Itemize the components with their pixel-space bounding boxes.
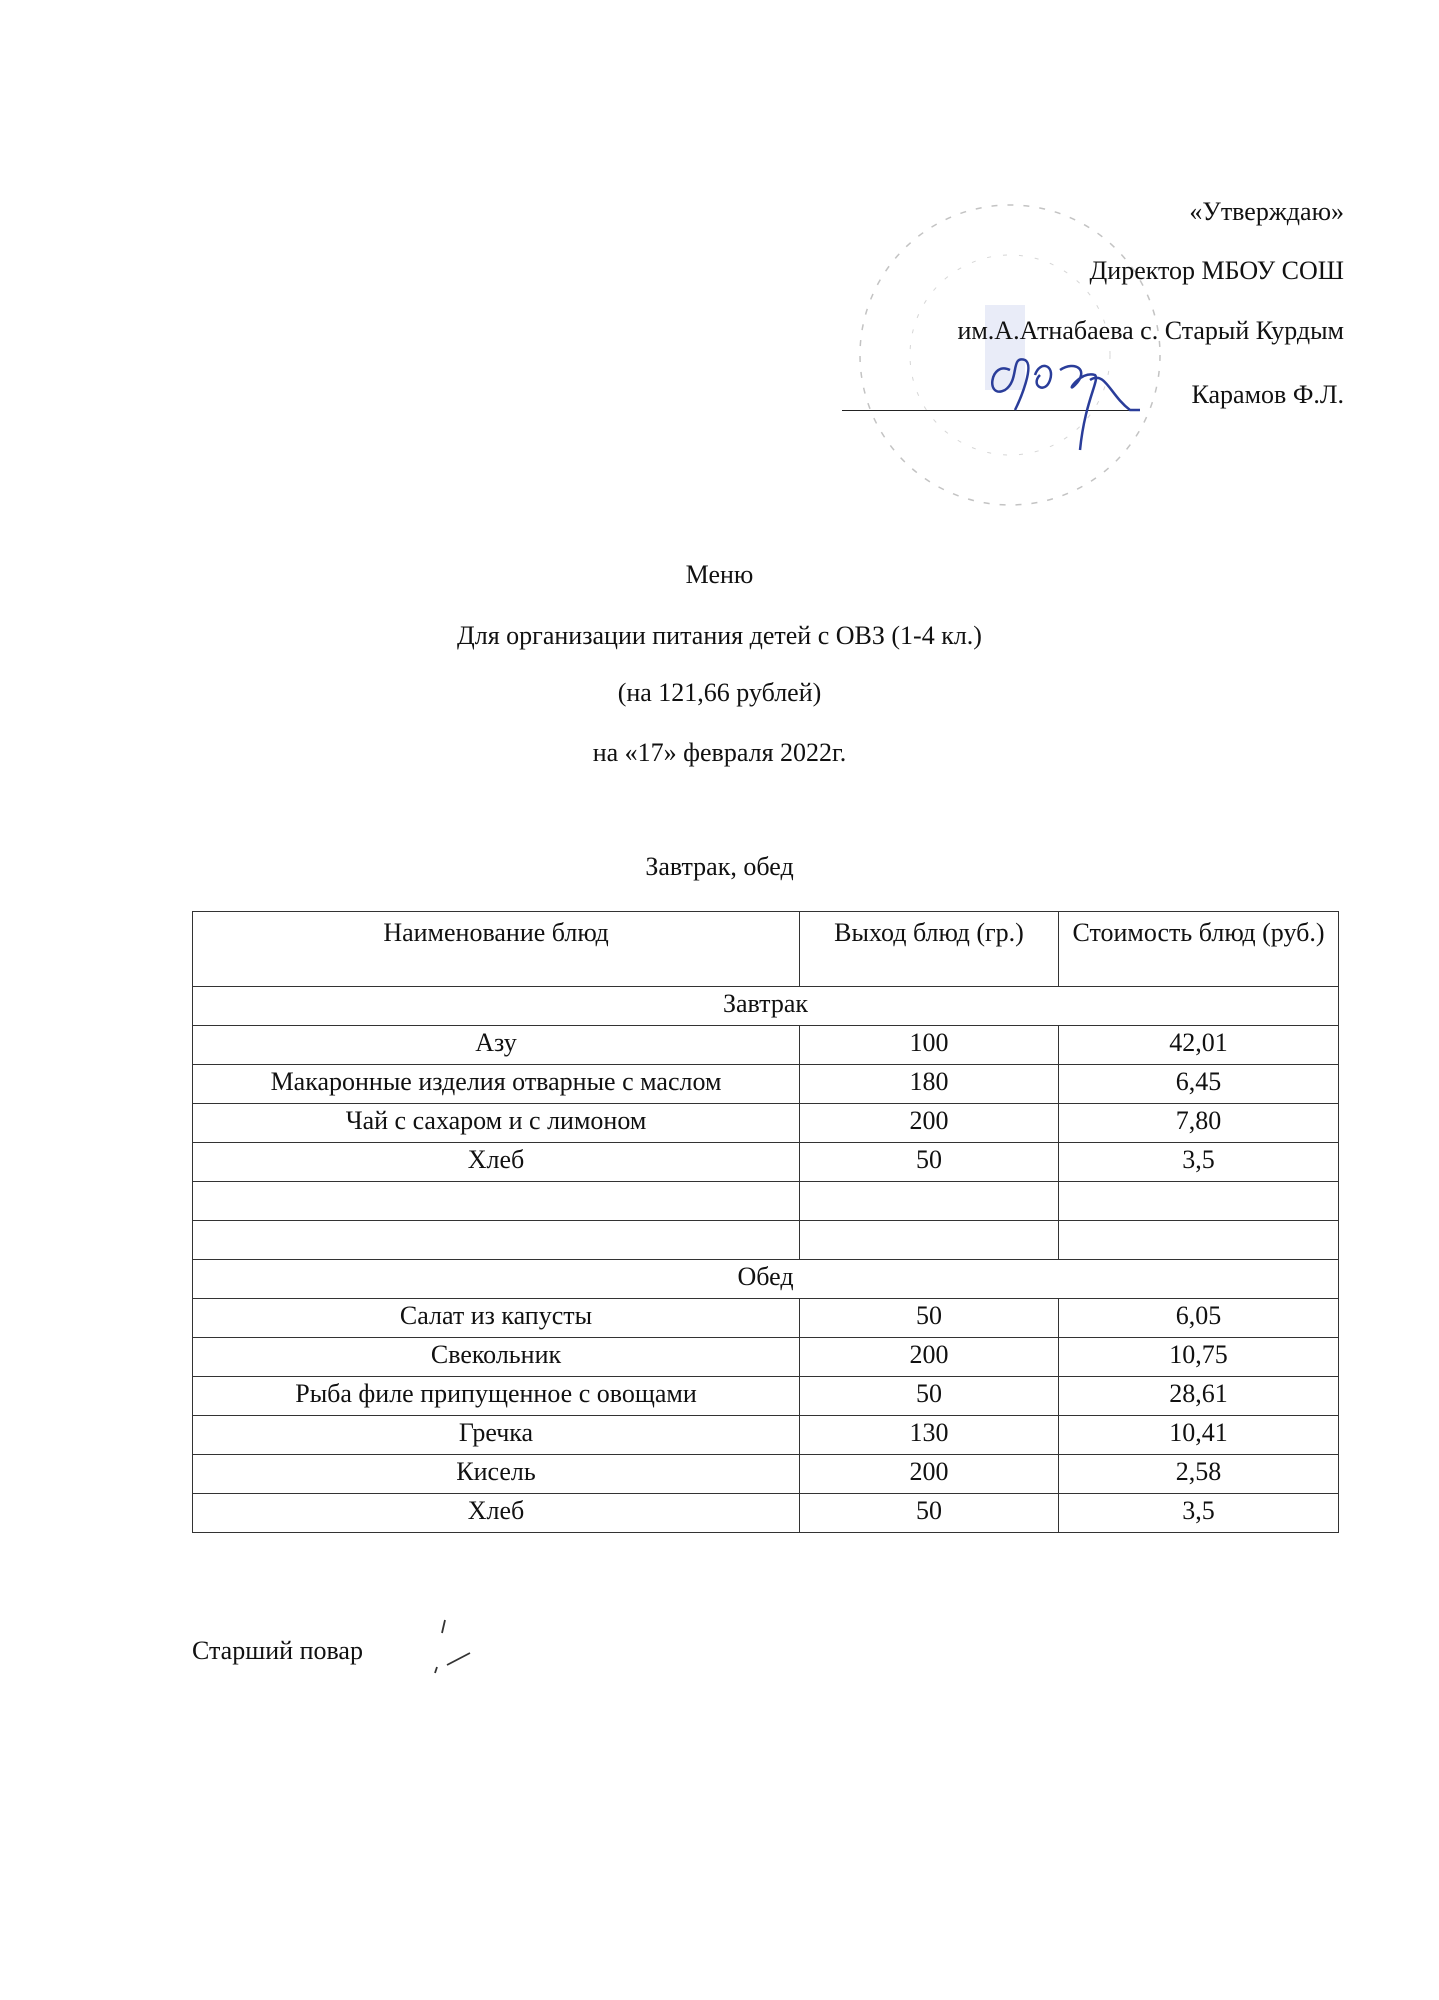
table-row <box>193 1338 1339 1377</box>
school-name: им.А.Атнабаева с. Старый Курдым <box>957 316 1344 345</box>
dish-cost: 10,75 <box>1059 1338 1339 1377</box>
table-row <box>193 1416 1339 1455</box>
dish-cost: 6,45 <box>1059 1065 1339 1104</box>
dish-cost: 28,61 <box>1059 1377 1339 1416</box>
dish-yield: 200 <box>800 1104 1059 1143</box>
signer-name: Карамов Ф.Л. <box>1191 380 1344 409</box>
dish-name: Макаронные изделия отварные с маслом <box>193 1065 800 1104</box>
approval-stamp-line: «Утверждаю» <box>1189 197 1344 226</box>
table-header-row <box>193 912 1339 987</box>
dish-name: Азу <box>193 1026 800 1065</box>
senior-cook-label: Старший повар <box>192 1636 363 1665</box>
budget-note: (на 121,66 рублей) <box>617 678 822 707</box>
dish-name: Гречка <box>193 1416 800 1455</box>
dish-cost: 6,05 <box>1059 1299 1339 1338</box>
dish-yield <box>800 1182 1059 1221</box>
cook-signature <box>425 1615 495 1685</box>
table-row <box>193 1299 1339 1338</box>
menu-date: на «17» февраля 2022г. <box>592 738 847 767</box>
dish-name: Салат из капусты <box>193 1299 800 1338</box>
column-header-dish: Наименование блюд <box>193 912 800 987</box>
table-row <box>193 1221 1339 1260</box>
dish-name: Хлеб <box>193 1494 800 1533</box>
dish-name: Рыба филе припущенное с овощами <box>193 1377 800 1416</box>
dish-yield <box>800 1221 1059 1260</box>
dish-yield: 50 <box>800 1377 1059 1416</box>
dish-yield: 50 <box>800 1494 1059 1533</box>
dish-name: Свекольник <box>193 1338 800 1377</box>
document-subtitle: Для организации питания детей с ОВЗ (1-4 кл.) <box>457 621 982 650</box>
column-header-cost: Стоимость блюд (руб.) <box>1059 912 1339 987</box>
table-row <box>193 1494 1339 1533</box>
dish-cost: 3,5 <box>1059 1143 1339 1182</box>
director-signature <box>980 340 1180 460</box>
dish-cost <box>1059 1182 1339 1221</box>
dish-cost: 7,80 <box>1059 1104 1339 1143</box>
dish-name: Чай с сахаром и с лимоном <box>193 1104 800 1143</box>
director-title: Директор МБОУ СОШ <box>1089 256 1344 285</box>
dish-name: Хлеб <box>193 1143 800 1182</box>
dish-cost: 42,01 <box>1059 1026 1339 1065</box>
dish-yield: 50 <box>800 1143 1059 1182</box>
dish-yield: 100 <box>800 1026 1059 1065</box>
table-row <box>193 1065 1339 1104</box>
dish-name <box>193 1221 800 1260</box>
dish-cost: 3,5 <box>1059 1494 1339 1533</box>
table-row <box>193 1026 1339 1065</box>
section-row <box>193 1260 1339 1299</box>
section-title: Обед <box>193 1260 1339 1299</box>
dish-yield: 200 <box>800 1338 1059 1377</box>
document-title: Меню <box>685 560 754 589</box>
table-row <box>193 1182 1339 1221</box>
meals-label: Завтрак, обед <box>645 852 794 881</box>
table-row <box>193 1455 1339 1494</box>
section-title: Завтрак <box>193 987 1339 1026</box>
table-row <box>193 1104 1339 1143</box>
table-row <box>193 1377 1339 1416</box>
dish-cost: 10,41 <box>1059 1416 1339 1455</box>
dish-cost <box>1059 1221 1339 1260</box>
dish-cost: 2,58 <box>1059 1455 1339 1494</box>
dish-yield: 50 <box>800 1299 1059 1338</box>
column-header-yield: Выход блюд (гр.) <box>800 912 1059 987</box>
dish-name <box>193 1182 800 1221</box>
dish-yield: 180 <box>800 1065 1059 1104</box>
table-row <box>193 1143 1339 1182</box>
dish-yield: 200 <box>800 1455 1059 1494</box>
dish-name: Кисель <box>193 1455 800 1494</box>
menu-table <box>192 911 1339 1533</box>
section-row <box>193 987 1339 1026</box>
dish-yield: 130 <box>800 1416 1059 1455</box>
